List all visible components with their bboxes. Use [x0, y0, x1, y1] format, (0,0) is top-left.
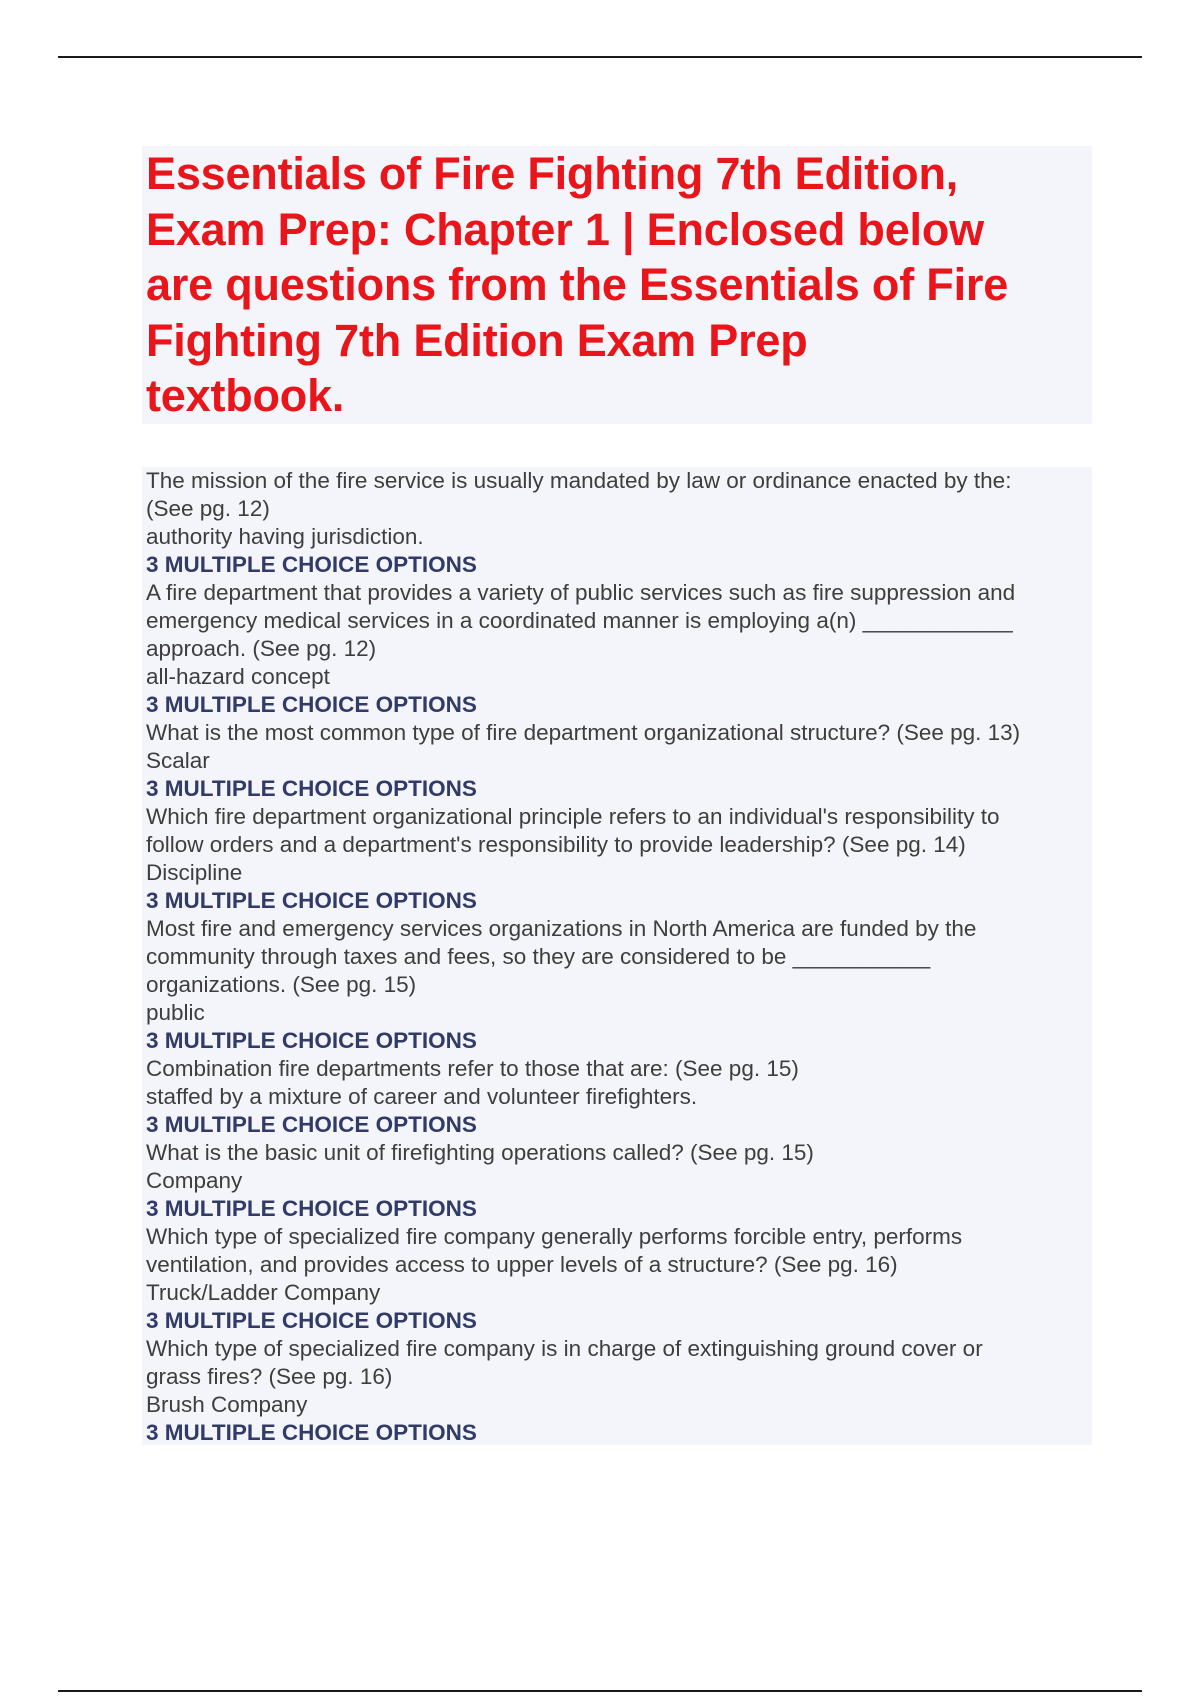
- question-text: Which type of specialized fire company is in charge of extinguishing ground cover or: [146, 1336, 983, 1361]
- title-line: Fighting 7th Edition Exam Prep: [146, 314, 808, 366]
- question-text: What is the most common type of fire department organizational structure? (See pg. 13): [146, 720, 1021, 745]
- question-text: What is the basic unit of firefighting operations called? (See pg. 15): [146, 1140, 814, 1165]
- question-item: [146, 1139, 1088, 1223]
- question-text: Most fire and emergency services organizations in North America are funded by the: [146, 916, 977, 941]
- question-item: [146, 915, 1088, 1055]
- multiple-choice-options-label: 3 MULTIPLE CHOICE OPTIONS: [146, 1112, 477, 1137]
- multiple-choice-options-label: 3 MULTIPLE CHOICE OPTIONS: [146, 1308, 477, 1333]
- multiple-choice-options-label: 3 MULTIPLE CHOICE OPTIONS: [146, 1028, 477, 1053]
- question-text: follow orders and a department's responsibility to provide leadership? (See pg. 14): [146, 832, 966, 857]
- question-item: [146, 1223, 1088, 1335]
- question-item: [146, 803, 1088, 915]
- title-line: Essentials of Fire Fighting 7th Edition,: [146, 148, 959, 199]
- top-rule: [58, 56, 1142, 58]
- title-line: Exam Prep: Chapter 1 | Enclosed below: [146, 203, 984, 255]
- multiple-choice-options-label: 3 MULTIPLE CHOICE OPTIONS: [146, 692, 477, 717]
- title-line: are questions from the Essentials of Fire: [146, 259, 1009, 310]
- document-title: [146, 146, 1088, 424]
- question-text: A fire department that provides a variety of public services such as fire suppression and: [146, 580, 1016, 605]
- answer-text: Brush Company: [146, 1392, 308, 1417]
- question-text: emergency medical services in a coordinated manner is employing a(n) ____________: [146, 608, 1013, 633]
- answer-text: Scalar: [146, 748, 210, 773]
- multiple-choice-options-label: 3 MULTIPLE CHOICE OPTIONS: [146, 1420, 477, 1445]
- answer-text: authority having jurisdiction.: [146, 524, 424, 549]
- answer-text: public: [146, 1000, 205, 1025]
- question-list: [142, 467, 1092, 1445]
- question-item: [146, 579, 1088, 719]
- multiple-choice-options-label: 3 MULTIPLE CHOICE OPTIONS: [146, 888, 477, 913]
- question-text: The mission of the fire service is usually mandated by law or ordinance enacted by the:: [146, 468, 1012, 493]
- multiple-choice-options-label: 3 MULTIPLE CHOICE OPTIONS: [146, 1196, 477, 1221]
- question-text: Combination fire departments refer to those that are: (See pg. 15): [146, 1056, 799, 1081]
- question-text: Which type of specialized fire company generally performs forcible entry, performs: [146, 1224, 963, 1249]
- answer-text: staffed by a mixture of career and volunteer firefighters.: [146, 1084, 698, 1109]
- answer-text: all-hazard concept: [146, 664, 330, 689]
- question-text: approach. (See pg. 12): [146, 636, 377, 661]
- question-text: community through taxes and fees, so they are considered to be ___________: [146, 944, 931, 969]
- question-item: [146, 467, 1088, 579]
- bottom-rule: [58, 1690, 1142, 1692]
- question-item: [146, 1335, 1088, 1447]
- multiple-choice-options-label: 3 MULTIPLE CHOICE OPTIONS: [146, 552, 477, 577]
- question-item: [146, 1055, 1088, 1139]
- multiple-choice-options-label: 3 MULTIPLE CHOICE OPTIONS: [146, 776, 477, 801]
- title-line: textbook.: [146, 370, 345, 421]
- question-text: grass fires? (See pg. 16): [146, 1364, 393, 1389]
- question-text: ventilation, and provides access to upper levels of a structure? (See pg. 16): [146, 1252, 898, 1277]
- title-panel: [142, 146, 1092, 424]
- question-text: Which fire department organizational principle refers to an individual's responsibility to: [146, 804, 1000, 829]
- answer-text: Company: [146, 1168, 243, 1193]
- question-text: (See pg. 12): [146, 496, 270, 521]
- answer-text: Truck/Ladder Company: [146, 1280, 381, 1305]
- question-text: organizations. (See pg. 15): [146, 972, 417, 997]
- answer-text: Discipline: [146, 860, 243, 885]
- question-item: [146, 719, 1088, 803]
